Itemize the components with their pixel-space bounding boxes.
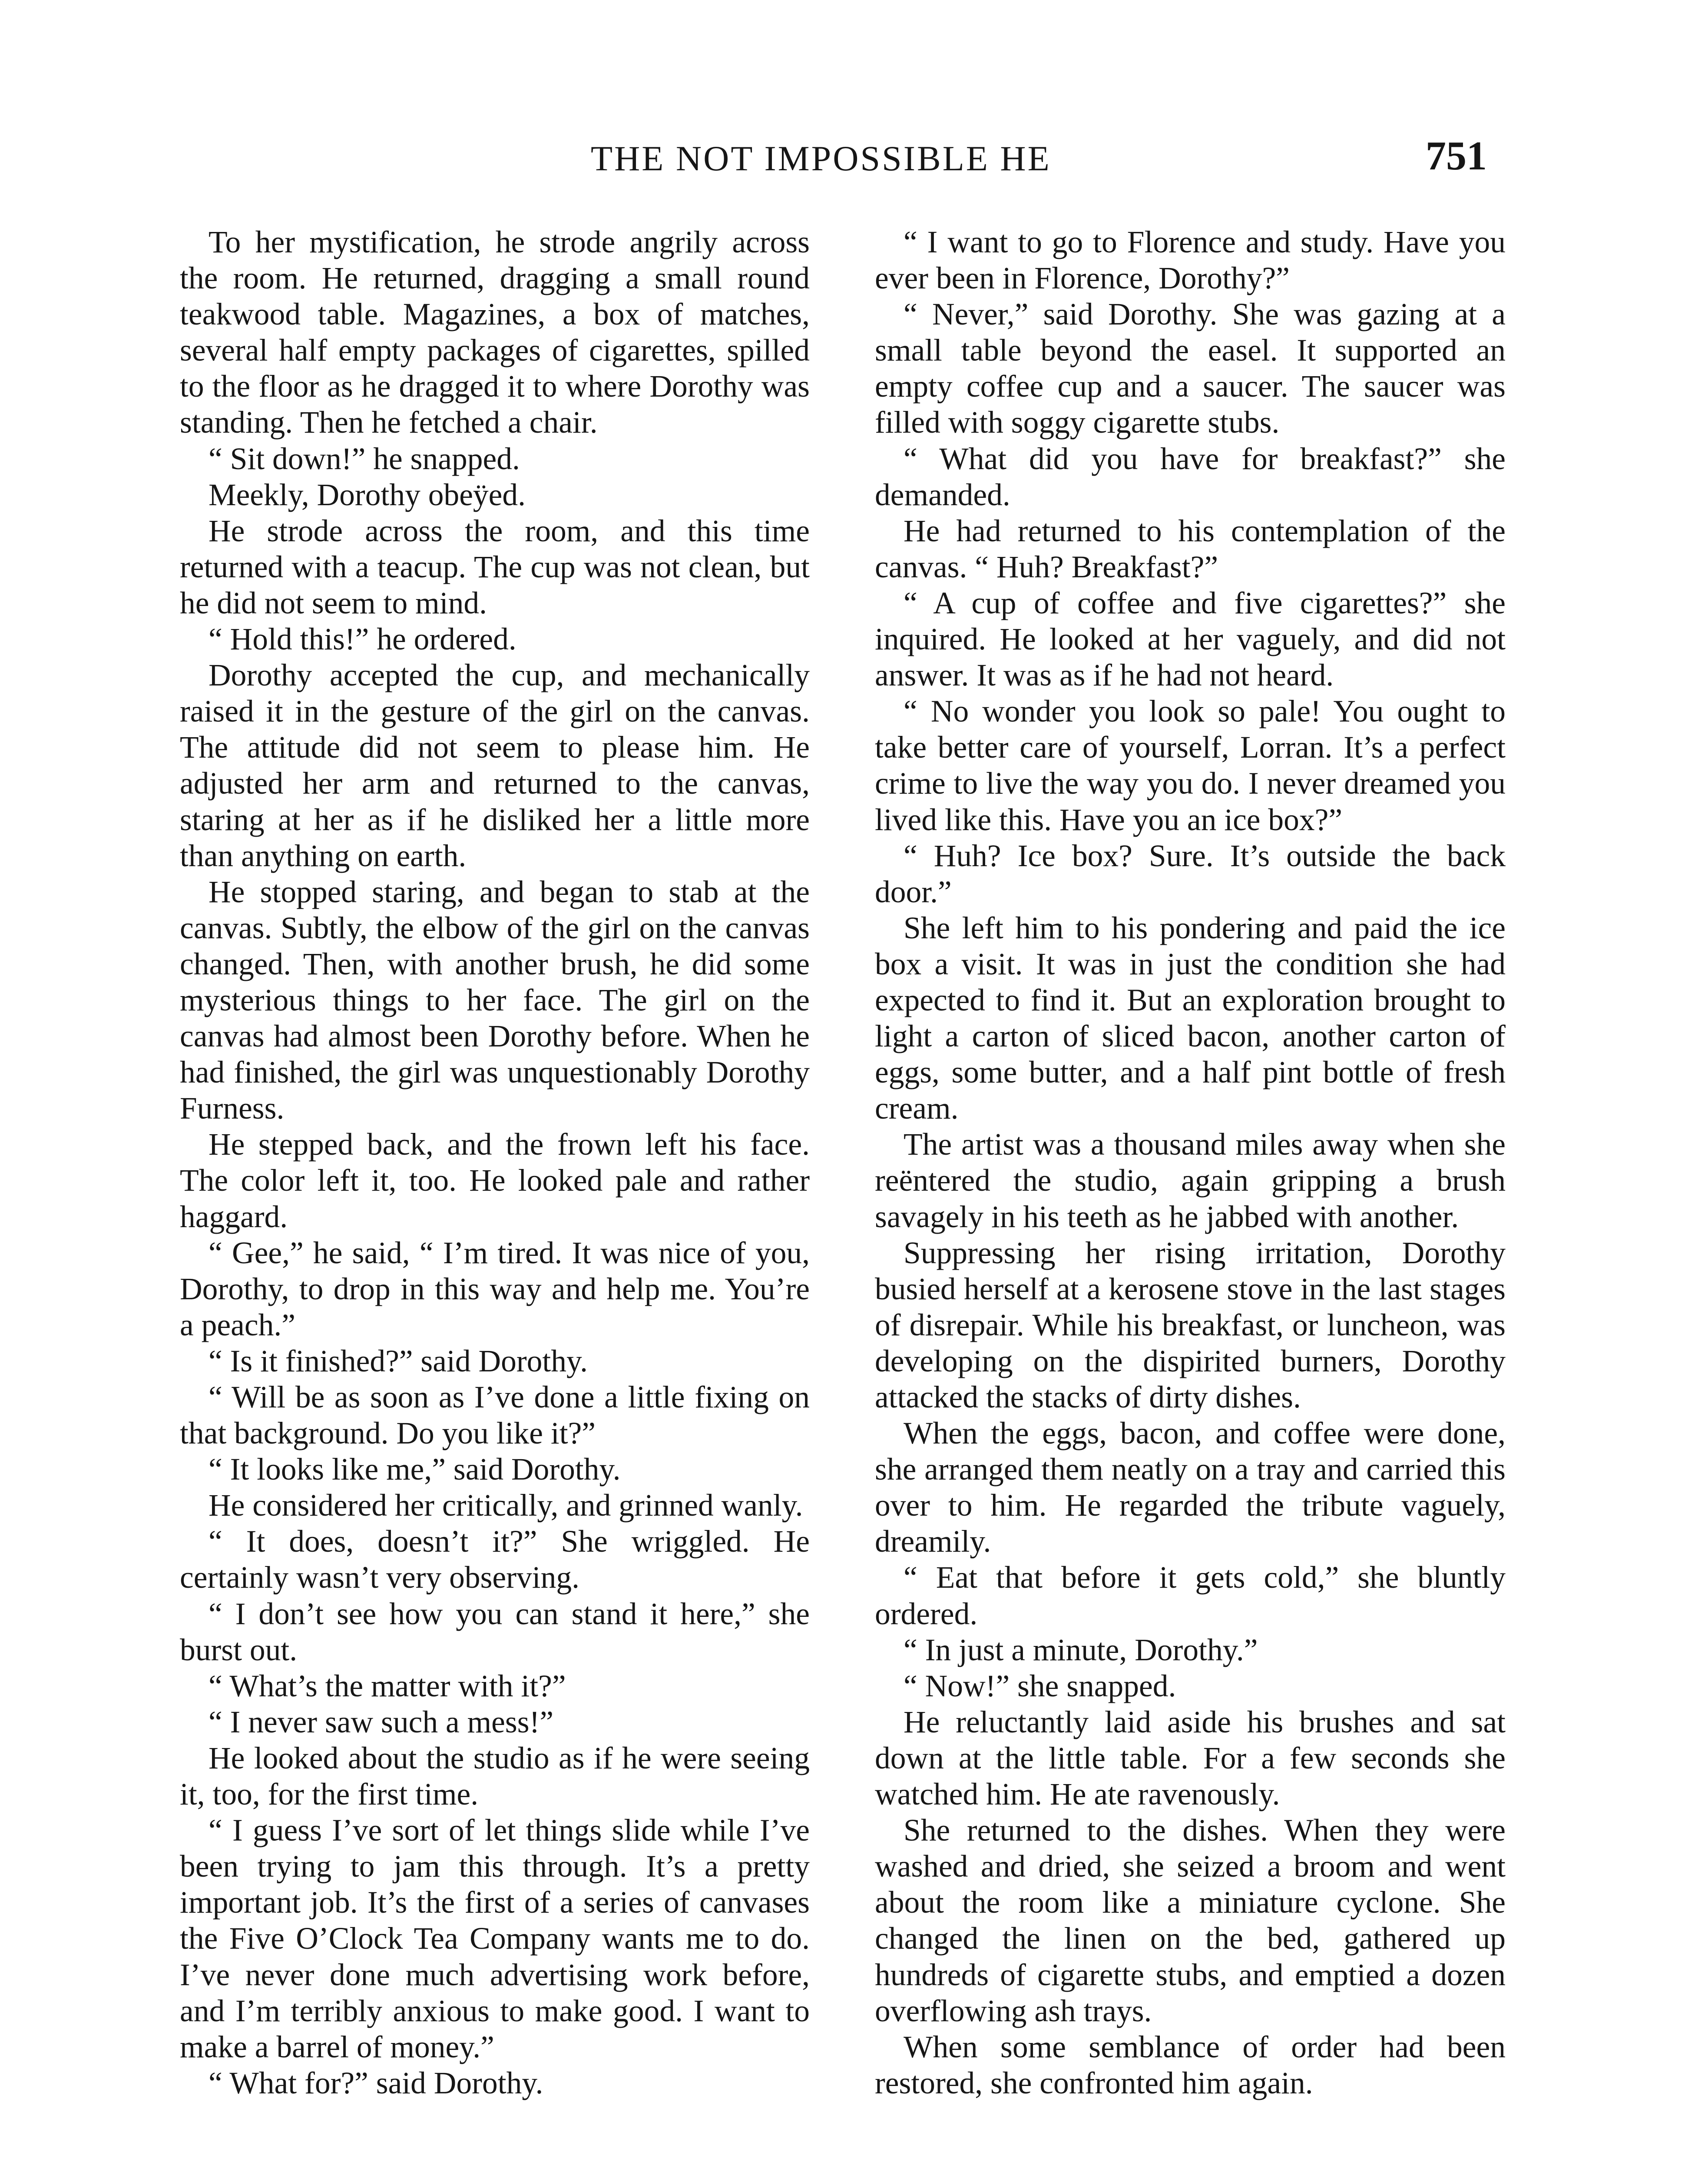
- paragraph: Meekly, Dorothy obeÿed.: [209, 477, 526, 512]
- paragraph: “ Now!” she snapped.: [904, 1669, 1176, 1703]
- paragraph: She left him to his pondering and paid the ice box a visit. It was in just the condition she had expected to find it. But an exploration brought to light a carton of sliced bacon, another carton of eggs, some butter, and a half pint bottle of fresh cream.: [875, 911, 1506, 1126]
- paragraph: “ I don’t see how you can stand it here,” she burst out.: [180, 1596, 810, 1667]
- paragraph: “ What did you have for breakfast?” she demanded.: [875, 441, 1506, 512]
- paragraph: He considered her critically, and grinned wanly.: [209, 1488, 803, 1523]
- paragraph: “ Eat that before it gets cold,” she bluntly ordered.: [875, 1560, 1506, 1631]
- paragraph: She returned to the dishes. When they were washed and dried, she seized a broom and went about the room like a miniature cyclone. She changed the linen on the bed, gathered up hundreds of cigarette stubs, and emptied a dozen overflowing ash trays.: [875, 1813, 1506, 2028]
- paragraph: “ Never,” said Dorothy. She was gazing at a small table beyond the easel. It supported an empty coffee cup and a saucer. The saucer was filled with soggy cigarette stubs.: [875, 297, 1506, 440]
- running-header: THE NOT IMPOSSIBLE HE: [591, 139, 1051, 178]
- paragraph: He stepped back, and the frown left his face. The color left it, too. He looked pale and rather haggard.: [180, 1127, 810, 1234]
- paragraph: “ Gee,” he said, “ I’m tired. It was nice of you, Dorothy, to drop in this way and help me. You’re a peach.”: [180, 1235, 810, 1342]
- left-column: [180, 224, 810, 2101]
- paragraph: He strode across the room, and this time returned with a teacup. The cup was not clean, but he did not seem to mind.: [180, 513, 810, 620]
- paragraph: “ It looks like me,” said Dorothy.: [209, 1452, 621, 1487]
- paragraph: “ I guess I’ve sort of let things slide while I’ve been trying to jam this through. It’s a pretty important job. It’s the first of a series of canvases the Five O’Clock Tea Company wants me to do. I’ve never done much advertising work before, and I’m terribly anxious to make good. I want to make a barrel of money.”: [180, 1813, 810, 2064]
- paragraph: “ Hold this!” he ordered.: [209, 622, 516, 657]
- right-column: [875, 224, 1506, 2101]
- paragraph: He had returned to his contemplation of the canvas. “ Huh? Breakfast?”: [875, 513, 1506, 584]
- paragraph: “ What’s the matter with it?”: [209, 1669, 566, 1703]
- paragraph: “ Will be as soon as I’ve done a little fixing on that background. Do you like it?”: [180, 1380, 810, 1451]
- paragraph: Dorothy accepted the cup, and mechanically raised it in the gesture of the girl on the canvas. The attitude did not seem to please him. He adjusted her arm and returned to the canvas, staring at her as if he disliked her a little more than anything on earth.: [180, 658, 810, 873]
- paragraph: When some semblance of order had been restored, she confronted him again.: [875, 2030, 1506, 2100]
- paragraph: “ What for?” said Dorothy.: [209, 2066, 543, 2100]
- paragraph: “ In just a minute, Dorothy.”: [904, 1632, 1258, 1667]
- paragraph: He stopped staring, and began to stab at the canvas. Subtly, the elbow of the girl on the canvas changed. Then, with another brush, he did some mysterious things to her face. The girl on the canvas had almost been Dorothy before. When he had finished, the girl was unquestionably Dorothy Furness.: [180, 874, 810, 1126]
- paragraph: “ I want to go to Florence and study. Have you ever been in Florence, Dorothy?”: [875, 225, 1506, 296]
- paragraph: “ Huh? Ice box? Sure. It’s outside the back door.”: [875, 838, 1506, 909]
- paragraph: He looked about the studio as if he were seeing it, too, for the first time.: [180, 1741, 810, 1812]
- paragraph: To her mystification, he strode angrily across the room. He returned, dragging a small round teakwood table. Magazines, a box of matches, several half empty packages of cigarettes, spilled to the floor as he dragged it to where Dorothy was standing. Then he fetched a chair.: [180, 225, 810, 440]
- paragraph: “ Sit down!” he snapped.: [209, 441, 520, 476]
- paragraph: “ Is it finished?” said Dorothy.: [209, 1344, 588, 1378]
- paragraph: “ I never saw such a mess!”: [209, 1705, 554, 1739]
- paragraph: When the eggs, bacon, and coffee were done, she arranged them neatly on a tray and carried this over to him. He regarded the tribute vaguely, dreamily.: [875, 1416, 1506, 1559]
- paragraph: He reluctantly laid aside his brushes and sat down at the little table. For a few seconds she watched him. He ate ravenously.: [875, 1705, 1506, 1812]
- paragraph: “ A cup of coffee and five cigarettes?” she inquired. He looked at her vaguely, and did not answer. It was as if he had not heard.: [875, 586, 1506, 693]
- paragraph: “ It does, doesn’t it?” She wriggled. He certainly wasn’t very observing.: [180, 1524, 810, 1595]
- paragraph: The artist was a thousand miles away when she reëntered the studio, again gripping a brush savagely in his teeth as he jabbed with another.: [875, 1127, 1506, 1234]
- paragraph: Suppressing her rising irritation, Dorothy busied herself at a kerosene stove in the last stages of disrepair. While his breakfast, or luncheon, was developing on the dispirited burners, Dorothy attacked the stacks of dirty dishes.: [875, 1235, 1506, 1414]
- page-number: 751: [1426, 133, 1487, 179]
- paragraph: “ No wonder you look so pale! You ought to take better care of yourself, Lorran. It’s a perfect crime to live the way you do. I never dreamed you lived like this. Have you an ice box?”: [875, 694, 1506, 837]
